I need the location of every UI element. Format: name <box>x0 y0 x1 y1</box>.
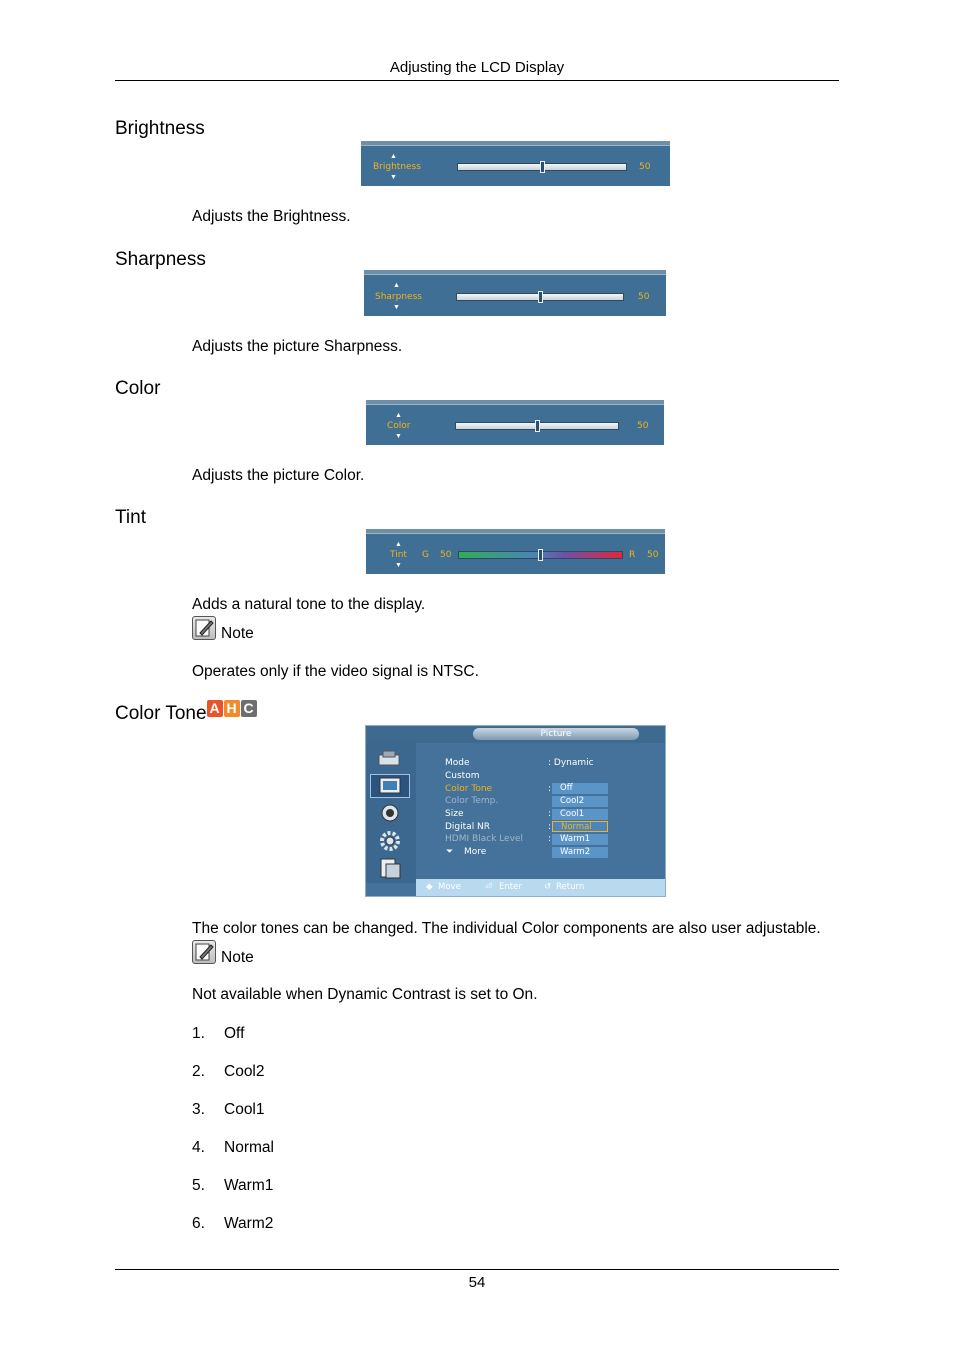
menu-item-mode-value: : Dynamic <box>548 758 594 768</box>
mode-badge-h: H <box>224 700 240 717</box>
menu-item-custom[interactable]: Custom <box>445 771 480 781</box>
return-icon: ↺ <box>544 882 552 892</box>
tint-right-value: 50 <box>647 550 659 560</box>
footer-return: Return <box>556 882 585 892</box>
setup-gear-icon[interactable] <box>370 829 410 853</box>
color-osd <box>366 400 664 445</box>
osd-value: 50 <box>639 162 651 172</box>
menu-item-hdmi-black-level[interactable]: HDMI Black Level <box>445 834 523 844</box>
menu-item-colon: : <box>548 822 552 832</box>
mode-badge-a: A <box>207 700 223 717</box>
dropdown-option[interactable]: Warm1 <box>552 834 608 845</box>
down-arrow-icon: ▼ <box>393 304 400 311</box>
tint-right-label: R <box>629 550 636 560</box>
page-number: 54 <box>468 1274 486 1291</box>
dropdown-option[interactable]: Cool1 <box>552 809 608 820</box>
page-header: Adjusting the LCD Display <box>389 59 565 76</box>
dropdown-option[interactable]: Normal <box>552 821 608 832</box>
up-arrow-icon: ▲ <box>393 282 400 289</box>
color-tone-heading <box>115 700 258 725</box>
tint-heading: Tint <box>115 507 146 528</box>
menu-item-mode[interactable]: Mode <box>445 758 470 768</box>
menu-footer <box>416 879 665 896</box>
note-end: . <box>533 986 538 1003</box>
note-pre: Not available when <box>192 986 328 1003</box>
list-item-label: Warm1 <box>224 1177 274 1194</box>
color-description: Adjusts the picture Color. <box>192 467 365 484</box>
list-item-number: 4. <box>192 1139 205 1156</box>
footer-move: Move <box>438 882 461 892</box>
tint-slider-thumb[interactable] <box>538 549 543 561</box>
list-item-label: Off <box>224 1025 245 1042</box>
sharpness-heading: Sharpness <box>115 249 206 270</box>
list-item-label: Warm2 <box>224 1215 274 1232</box>
menu-tab-picture[interactable]: Picture <box>473 728 639 740</box>
menu-item-digital-nr[interactable]: Digital NR <box>445 822 491 832</box>
osd-label: Sharpness <box>375 292 422 302</box>
tint-osd <box>366 529 665 574</box>
note-icon <box>192 616 216 640</box>
osd-value: 50 <box>638 292 650 302</box>
dropdown-option[interactable]: Cool2 <box>552 796 608 807</box>
osd-label: Color <box>387 421 411 431</box>
menu-item-color-temp[interactable]: Color Temp. <box>445 796 499 806</box>
sharpness-description: Adjusts the picture Sharpness. <box>192 338 403 355</box>
list-item-label: Cool2 <box>224 1063 265 1080</box>
up-arrow-icon: ▲ <box>395 412 402 419</box>
color-tone-description: The color tones can be changed. The individual Color components are also user adjustable. <box>192 920 821 937</box>
dropdown-option[interactable]: Off <box>552 783 608 794</box>
up-arrow-icon: ▲ <box>390 153 397 160</box>
note-label: Note <box>221 625 254 642</box>
brightness-description: Adjusts the Brightness. <box>192 208 351 225</box>
tint-description: Adds a natural tone to the display. <box>192 596 426 613</box>
menu-item-size[interactable]: Size <box>445 809 464 819</box>
list-item-number: 5. <box>192 1177 205 1194</box>
tint-note-text: Operates only if the video signal is NTSC. <box>192 663 479 680</box>
multi-control-icon[interactable] <box>370 856 410 880</box>
picture-menu-screenshot <box>365 725 666 897</box>
note-dynamic-contrast: Dynamic Contrast <box>327 986 451 1003</box>
mode-badge-c: C <box>241 700 257 717</box>
sharpness-slider-thumb[interactable] <box>538 291 543 303</box>
tint-left-label: G <box>422 550 429 560</box>
mode-badges <box>207 697 258 718</box>
enter-icon: ⏎ <box>485 882 493 892</box>
down-arrow-icon: ▼ <box>395 562 402 569</box>
note-label: Note <box>221 949 254 966</box>
footer-enter: Enter <box>499 882 522 892</box>
osd-label: Tint <box>390 550 407 560</box>
color-tone-heading-text: Color Tone <box>115 703 207 724</box>
color-slider-thumb[interactable] <box>535 420 540 432</box>
picture-icon[interactable] <box>370 774 410 798</box>
list-item-number: 3. <box>192 1101 205 1118</box>
footer-rule <box>115 1269 839 1270</box>
down-arrow-icon: ▼ <box>395 433 402 440</box>
brightness-heading: Brightness <box>115 118 205 139</box>
header-rule <box>115 80 839 81</box>
menu-item-colon: : <box>548 784 552 794</box>
sound-icon[interactable] <box>370 801 410 825</box>
menu-item-color-tone[interactable]: Color Tone <box>445 784 493 794</box>
up-arrow-icon: ▲ <box>395 541 402 548</box>
list-item-number: 6. <box>192 1215 205 1232</box>
osd-value: 50 <box>637 421 649 431</box>
input-icon[interactable] <box>370 747 410 771</box>
down-arrow-icon: ▼ <box>390 174 397 181</box>
list-item-number: 2. <box>192 1063 205 1080</box>
menu-item-colon: : <box>548 809 552 819</box>
more-chevron-down-icon: ⏷ <box>446 847 454 857</box>
color-heading: Color <box>115 378 161 399</box>
menu-item-more[interactable]: More <box>464 847 487 857</box>
osd-label: Brightness <box>373 162 421 172</box>
list-item-number: 1. <box>192 1025 205 1042</box>
note-on: On <box>512 986 534 1003</box>
move-icon: ◆ <box>426 882 433 892</box>
note-mid: is set to <box>450 986 513 1003</box>
list-item-label: Cool1 <box>224 1101 265 1118</box>
brightness-osd <box>361 141 670 186</box>
note-icon <box>192 940 216 964</box>
tint-left-value: 50 <box>440 550 452 560</box>
menu-item-colon: : <box>548 834 552 844</box>
list-item-label: Normal <box>224 1139 274 1156</box>
menu-tabbar <box>366 726 665 743</box>
brightness-slider-thumb[interactable] <box>540 161 545 173</box>
color-tone-note <box>192 986 538 1004</box>
sharpness-osd <box>364 270 666 316</box>
menu-sidebar <box>366 743 416 883</box>
dropdown-option[interactable]: Warm2 <box>552 847 608 858</box>
